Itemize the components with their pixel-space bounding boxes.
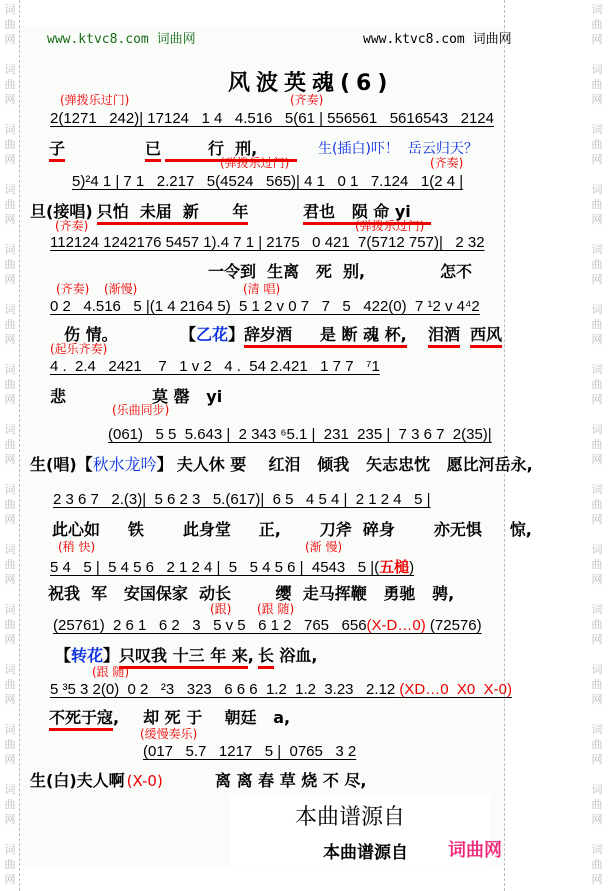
annotation: (乐曲同步): [112, 403, 170, 417]
annotation: (弹拨乐过门): [60, 93, 130, 107]
watermark: 词 曲 网: [4, 63, 16, 106]
lyric: 只叹我 十三 年 来: [119, 643, 248, 669]
lyric: 长: [258, 643, 274, 669]
lyric: 已: [145, 136, 161, 162]
watermark: 词 曲 网: [4, 243, 16, 286]
lyric: 此心如 铁 此身堂 正, 刀斧 碎身 亦无惧 惊,: [52, 520, 532, 539]
watermark: 词 曲 网: [4, 843, 16, 886]
annotation: (清 唱): [243, 282, 281, 296]
watermark: 词 曲 网: [591, 123, 603, 166]
percussion-notation: (X-D…0): [366, 617, 426, 634]
tune-name: 乙花: [196, 325, 229, 344]
watermark: 词 曲 网: [4, 483, 16, 526]
watermark: 词 曲 网: [4, 363, 16, 406]
lyric: 怎不: [440, 262, 473, 281]
notation-line: (017 5.7 1217 5 | 0765 3 2: [143, 743, 357, 760]
page-title: 风波英魂(6): [228, 71, 394, 96]
lyric: 一令到 生离 死 别,: [208, 262, 366, 281]
watermark: 词 曲 网: [591, 603, 603, 646]
lyric: 只怕 未届 新 年: [97, 199, 249, 225]
watermark: 词 曲 网: [4, 123, 16, 166]
watermark: 词 曲 网: [591, 423, 603, 466]
margin-line-right: [504, 0, 505, 891]
tune-bracket: 【乙花】: [180, 325, 245, 344]
notation-line: 112124 1242176 5457 1).4 7 1 | 2175 0 421 7(5712 757)| 2 32: [50, 234, 485, 251]
watermark: 词 曲 网: [4, 723, 16, 766]
watermark: 词 曲 网: [4, 303, 16, 346]
lyric: 夫人休 要 红泪 倾我 矢志忠忱 愿比河岳永,: [176, 455, 533, 474]
header-url-right[interactable]: www.ktvc8.com 词曲网: [363, 32, 512, 47]
annotation: (齐奏): [56, 282, 90, 296]
annotation: (弹拨乐过门): [355, 219, 425, 233]
tune-bracket: 【秋水龙吟】: [76, 455, 173, 474]
lyric-line: [30, 452, 533, 475]
annotation: (起乐齐奏): [50, 342, 108, 356]
percussion-label: 五槌: [379, 559, 410, 576]
watermark: 词 曲 网: [591, 363, 603, 406]
watermark: 词 曲 网: [591, 663, 603, 706]
lyric-line: [30, 768, 163, 791]
annotation: (齐奏): [430, 156, 464, 170]
annotation: (齐奏): [290, 93, 324, 107]
watermark: 词 曲 网: [4, 3, 16, 46]
lyric: 浴血,: [273, 646, 318, 665]
notation-line: 4 . 2.4 2421 7 1 v 2 4 . 54 2.421 1 7 7 ⁷1: [50, 358, 380, 375]
annotation: (渐慢): [104, 282, 138, 296]
watermark: 词 曲 网: [591, 543, 603, 586]
watermark: 词 曲 网: [591, 483, 603, 526]
role-label: 生(唱): [30, 455, 77, 474]
watermark: 词 曲 网: [4, 423, 16, 466]
tune-bracket: 【转花】: [55, 646, 120, 665]
notation-line: 0 2 4.516 5 |(1 4 2164 5) 5 1 2 v 0 7 7 5 422(0) 7 ¹2 v 4⁴2: [50, 298, 480, 315]
tune-name: 转花: [71, 646, 104, 665]
role-label: 生(白)夫人啊: [30, 771, 125, 790]
annotation: (齐奏): [55, 219, 89, 233]
percussion-notation: (XD…0 X0 X-0): [399, 681, 512, 698]
header-url-left[interactable]: www.ktvc8.com 词曲网: [47, 32, 196, 47]
watermark: 词 曲 网: [591, 3, 603, 46]
notation-line: 2 3 6 7 2.(3)| 5 6 2 3 5.(617)| 6 5 4 5 4 | 2 1 2 4 5 |: [53, 491, 431, 508]
percussion-notation: (X-0): [126, 772, 163, 790]
watermark: 词 曲 网: [591, 63, 603, 106]
watermark: 词 曲 网: [591, 843, 603, 886]
lyric: 莫 罄 yi: [152, 387, 223, 406]
notation-line: 2(1271 242)| 17124 1 4 4.516 5(61 | 556561 5616543 2124: [50, 110, 494, 127]
watermark: 词 曲 网: [4, 183, 16, 226]
lyric: ,: [113, 708, 120, 727]
annotation: (稍 快): [58, 540, 96, 554]
notation-line: (25761) 2 6 1 6 2 3 5 v 5 6 1 2 765 656(X-D…0) (72576): [53, 617, 482, 634]
annotation: (跟 随): [257, 602, 295, 616]
lyric: 行 刑,: [165, 136, 297, 162]
spoken-aside: 生(插白)吓！ 岳云归天？: [318, 141, 478, 157]
lyric: 君也 陨 命 yi: [303, 199, 431, 225]
watermark: 词 曲 网: [4, 603, 16, 646]
watermark: 词 曲 网: [591, 243, 603, 286]
notation-line: 5 ³5 3 2(0) 0 2 ²3 323 6 6 6 1.2 1.2 3.23 2.12 (XD…0 X0 X-0): [50, 681, 512, 698]
annotation: (跟): [210, 602, 232, 616]
annotation: (缓慢奏乐): [140, 727, 198, 741]
annotation: (渐 慢): [305, 540, 343, 554]
notation-line: (061) 5 5 5.643 | 2 343 ⁶5.1 | 231 235 | 7 3 6 7 2(35)|: [108, 426, 492, 443]
lyric: 辞岁酒 是 断 魂 杯,: [244, 322, 407, 348]
lyric: 伤 情。: [64, 325, 118, 344]
lyric: ,: [247, 646, 254, 665]
lyric-line: [180, 322, 407, 348]
footer-source-large: 本曲谱源自: [295, 805, 406, 830]
watermark: 词 曲 网: [591, 303, 603, 346]
lyric: 泪酒: [428, 322, 460, 348]
role-label: 旦(接唱): [30, 202, 93, 221]
tune-name: 秋水龙吟: [92, 455, 157, 474]
watermark: 词 曲 网: [591, 723, 603, 766]
margin-line-left: [19, 0, 20, 891]
annotation: (跟 随): [92, 665, 130, 679]
footer-source: 本曲谱源自: [323, 843, 408, 863]
watermark: 词 曲 网: [4, 663, 16, 706]
annotation: (弹拨乐过门): [220, 156, 290, 170]
lyric: 离 离 春 草 烧 不 尽,: [215, 771, 367, 790]
watermark: 词 曲 网: [4, 783, 16, 826]
lyric: 西风: [470, 322, 502, 348]
lyric: 却 死 于 朝廷 a,: [143, 708, 291, 727]
lyric: 祝我 军 安国保家 动长 缨 走马挥鞭 勇驰 骋,: [48, 584, 455, 603]
watermark: 词 曲 网: [591, 183, 603, 226]
footer-site-link[interactable]: 词曲网: [448, 840, 502, 861]
lyric: 悲: [50, 387, 67, 406]
lyric: 不死于寇: [49, 705, 113, 731]
notation-line: 5)²4 1 | 7 1 2.217 5(4524 565)| 4 1 0 1 7.124 1(2 4 |: [72, 173, 464, 190]
watermark: 词 曲 网: [591, 783, 603, 826]
watermark: 词 曲 网: [4, 543, 16, 586]
lyric: 子: [49, 136, 65, 162]
notation-line: 5 4 5 | 5 4 5 6 2 1 2 4 | 5 5 4 5 6 | 4543 5 |(五槌): [50, 559, 415, 576]
